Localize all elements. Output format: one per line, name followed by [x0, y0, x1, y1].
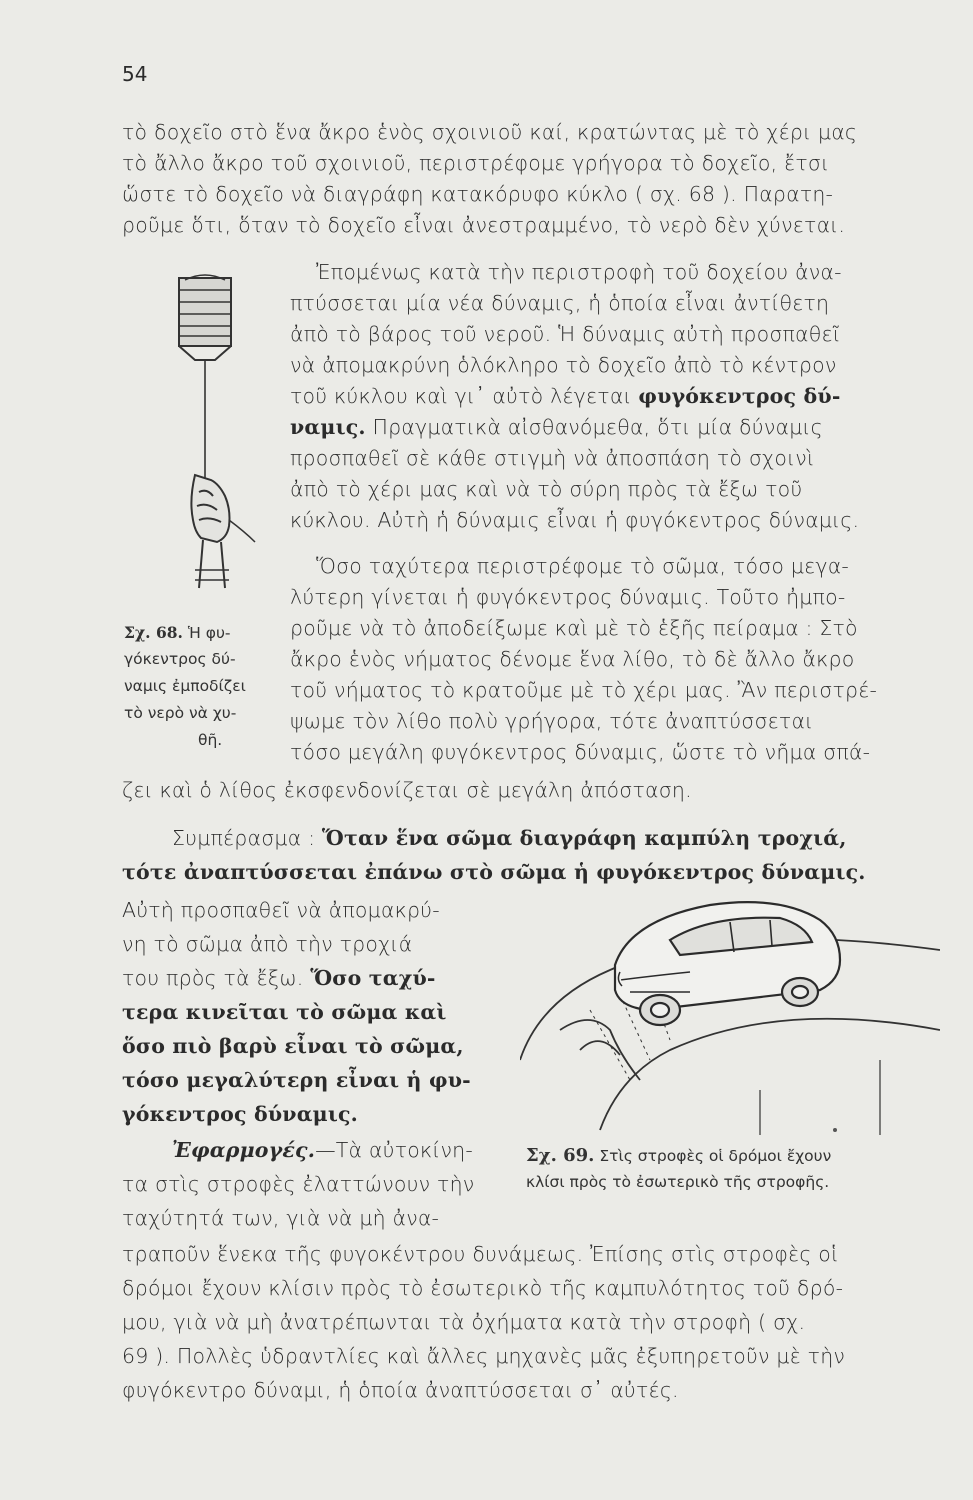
text-line: ὥστε τὸ δοχεῖο νὰ διαγράφη κατακόρυφο κύκλο ( σχ. 68 ). Παρατη-	[122, 182, 834, 206]
car-icon	[615, 902, 840, 1025]
figure-69-car-on-curve	[520, 880, 940, 1140]
caption-line: Ἡ φυ-	[187, 624, 231, 642]
text-line: νη τὸ σῶμα ἀπὸ τὴν τροχιά	[122, 932, 413, 956]
figure-68-bucket-hand	[165, 270, 275, 600]
text-line: ἀπὸ τὸ βάρος τοῦ νεροῦ. Ἡ δύναμις αὐτὴ προσπαθεῖ	[290, 322, 840, 346]
text-line: Αὐτὴ προσπαθεῖ νὰ ἀπομακρύ-	[122, 898, 440, 922]
text-line	[122, 964, 436, 992]
text-line: ροῦμε νὰ τὸ ἀποδείξωμε καὶ μὲ τὸ ἑξῆς πείραμα : Στὸ	[290, 616, 858, 640]
text-line: μου, γιὰ νὰ μὴ ἀνατρέπωνται τὰ ὀχήματα κατὰ τὴν στροφὴ ( σχ.	[122, 1310, 806, 1334]
bucket-icon	[179, 275, 231, 360]
caption-line: Στὶς στροφὲς οἱ δρόμοι ἔχουν	[599, 1147, 832, 1165]
figure-69-label: Σχ. 69.	[526, 1145, 595, 1166]
bold-text: τόσο μεγαλύτερη εἶναι ἡ φυ-	[122, 1068, 471, 1092]
text-line: τόσο μεγάλη φυγόκεντρος δύναμις, ὥστε τὸ νῆμα σπά-	[290, 740, 871, 764]
text-segment: του πρὸς τὰ ἔξω.	[122, 966, 304, 990]
caption-line: κλίσι πρὸς τὸ ἐσωτερικὸ τῆς στροφῆς.	[526, 1173, 830, 1191]
bold-text: Ὅσο ταχύ-	[310, 966, 436, 990]
caption-line: γόκεντρος δύ-	[124, 650, 236, 668]
caption-line: θῆ.	[198, 731, 223, 749]
figure-68-caption	[124, 620, 231, 646]
text-segment: Πραγματικὰ αἰσθανόμεθα, ὅτι μία δύναμις	[372, 415, 823, 439]
conclusion-label: Συμπέρασμα :	[172, 826, 316, 850]
text-line: ψωμε τὸν λίθο πολὺ γρήγορα, τότε ἀναπτύσσεται	[290, 709, 814, 733]
text-line: δρόμοι ἔχουν κλίσιν πρὸς τὸ ἐσωτερικὸ τῆς καμπυλότητος τοῦ δρό-	[122, 1276, 844, 1300]
text-line: νὰ ἀπομακρύνη ὁλόκληρο τὸ δοχεῖο ἀπὸ τὸ κέντρον	[290, 353, 837, 377]
text-line	[290, 382, 841, 410]
bold-text: γόκεντρος δύναμις.	[122, 1102, 359, 1126]
text-line: 69 ). Πολλὲς ὑδραντλίες καὶ ἄλλες μηχανὲς μᾶς ἐξυπηρετοῦν μὲ τὴν	[122, 1344, 846, 1368]
term-centrifugal-force: φυγόκεντρος δύ-	[638, 384, 841, 408]
caption-line: τὸ νερὸ νὰ χυ-	[124, 704, 237, 722]
text-line: τοῦ νήματος τὸ κρατοῦμε μὲ τὸ χέρι μας. Ἂν περιστρέ-	[290, 678, 878, 702]
text-line: τὸ δοχεῖο στὸ ἕνα ἄκρο ἑνὸς σχοινιοῦ καί, κρατώντας μὲ τὸ χέρι μας	[122, 120, 858, 144]
text-line: ζει καὶ ὁ λίθος ἐκσφενδονίζεται σὲ μεγάλη ἀπόσταση.	[122, 778, 692, 802]
conclusion-text: Ὅταν ἕνα σῶμα διαγράφη καμπύλη τροχιά,	[321, 826, 847, 850]
text-line	[290, 413, 823, 441]
text-line: Ὅσο ταχύτερα περιστρέφομε τὸ σῶμα, τόσο μεγα-	[316, 554, 850, 578]
text-line: ἀπὸ τὸ χέρι μας καὶ νὰ τὸ σύρη πρὸς τὰ ἔξω τοῦ	[290, 477, 803, 501]
text-line: ροῦμε ὅτι, ὅταν τὸ δοχεῖο εἶναι ἀνεστραμμένο, τὸ νερὸ δὲν χύνεται.	[122, 213, 846, 237]
bold-text: τερα κινεῖται τὸ σῶμα καὶ	[122, 1000, 447, 1024]
applications-label: Ἐφαρμογές.	[172, 1138, 316, 1162]
text-line: κύκλου. Αὐτὴ ἡ δύναμις εἶναι ἡ φυγόκεντρος δύναμις.	[290, 508, 860, 532]
text-line: Ἐπομένως κατὰ τὴν περιστροφὴ τοῦ δοχείου ἀνα-	[316, 260, 842, 284]
text-line: πτύσσεται μία νέα δύναμις, ἡ ὁποία εἶναι ἀντίθετη	[290, 291, 830, 315]
text-segment: τοῦ κύκλου καὶ γι᾽ αὐτὸ λέγεται	[290, 384, 632, 408]
text-line: τραποῦν ἕνεκα τῆς φυγοκέντρου δυνάμεως. Ἐπίσης στὶς στροφὲς οἱ	[122, 1242, 839, 1266]
conclusion-text: τότε ἀναπτύσσεται ἐπάνω στὸ σῶμα ἡ φυγόκεντρος δύναμις.	[122, 860, 866, 884]
text-line: ἄκρο ἑνὸς νήματος δένομε ἕνα λίθο, τὸ δὲ ἄλλο ἄκρο	[290, 647, 855, 671]
figure-68-label: Σχ. 68.	[124, 623, 183, 642]
term-centrifugal-force-end: ναμις.	[290, 415, 366, 439]
bold-text: ὅσο πιὸ βαρὺ εἶναι τὸ σῶμα,	[122, 1034, 464, 1058]
caption-line: ναμις ἐμποδίζει	[124, 677, 246, 695]
text-line: φυγόκεντρο δύναμι, ἡ ὁποία ἀναπτύσσεται σ᾽ αὐτές.	[122, 1378, 679, 1402]
specks	[833, 1128, 837, 1132]
page-number: 54	[122, 62, 148, 86]
hand-icon	[191, 475, 255, 588]
text-segment: —Τὰ αὐτοκίνη-	[315, 1138, 473, 1162]
figure-69-caption	[526, 1143, 831, 1169]
text-line: προσπαθεῖ σὲ κάθε στιγμὴ νὰ ἀποσπάση τὸ σχοινὶ	[290, 446, 815, 470]
text-line: ταχύτητά των, γιὰ νὰ μὴ ἀνα-	[122, 1206, 440, 1230]
text-line: τὸ ἄλλο ἄκρο τοῦ σχοινιοῦ, περιστρέφομε γρήγορα τὸ δοχεῖο, ἔτσι	[122, 151, 830, 175]
text-line: λύτερη γίνεται ἡ φυγόκεντρος δύναμις. Τοῦτο ἠμπο-	[290, 585, 846, 609]
text-line: τα στὶς στροφὲς ἐλαττώνουν τὴν	[122, 1172, 475, 1196]
text-line	[172, 1136, 473, 1164]
conclusion-line	[172, 824, 847, 852]
